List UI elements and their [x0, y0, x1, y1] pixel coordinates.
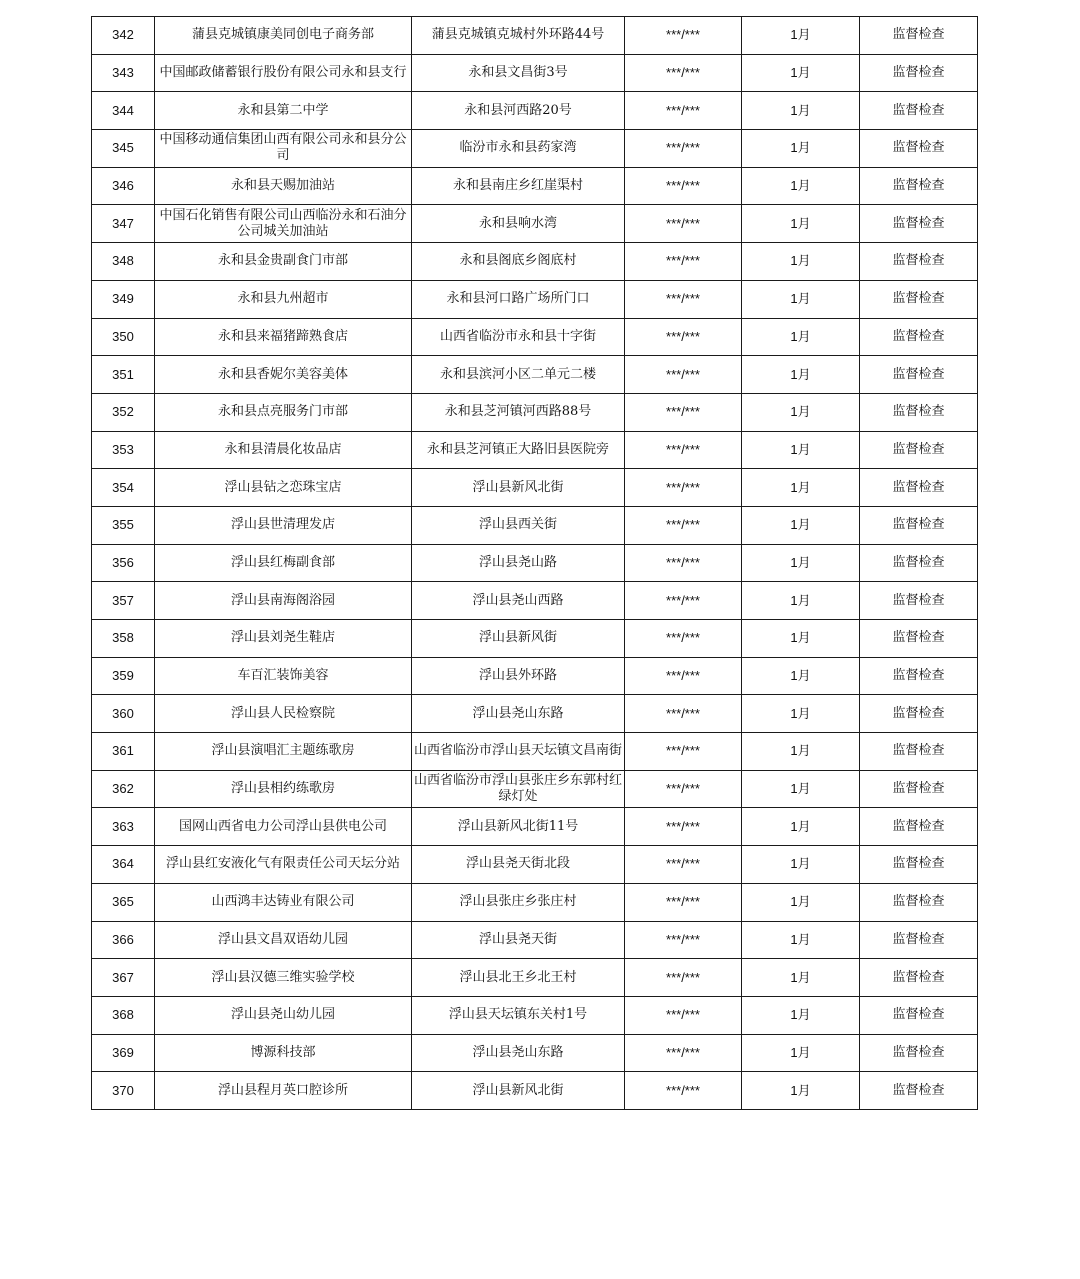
entity-address: 浮山县张庄乡张庄村 [412, 883, 625, 921]
inspection-month: 1月 [742, 959, 860, 997]
row-number: 355 [92, 506, 155, 544]
inspection-type: 监督检查 [860, 921, 978, 959]
row-number: 360 [92, 695, 155, 733]
inspection-type: 监督检查 [860, 54, 978, 92]
entity-name: 浮山县程月英口腔诊所 [155, 1072, 412, 1110]
entity-name: 浮山县人民检察院 [155, 695, 412, 733]
inspection-type: 监督检查 [860, 733, 978, 771]
entity-address: 山西省临汾市浮山县天坛镇文昌南街 [412, 733, 625, 771]
entity-address: 山西省临汾市永和县十字街 [412, 318, 625, 356]
entity-name: 永和县点亮服务门市部 [155, 393, 412, 431]
entity-name: 永和县清晨化妆品店 [155, 431, 412, 469]
entity-address: 浮山县尧天街北段 [412, 846, 625, 884]
row-number: 363 [92, 808, 155, 846]
entity-name: 车百汇装饰美容 [155, 657, 412, 695]
table-row [92, 620, 978, 658]
inspection-type: 监督检查 [860, 620, 978, 658]
inspection-result: ***/*** [625, 1072, 742, 1110]
inspection-month: 1月 [742, 733, 860, 771]
inspection-result: ***/*** [625, 356, 742, 394]
inspection-result: ***/*** [625, 431, 742, 469]
entity-name: 国网山西省电力公司浮山县供电公司 [155, 808, 412, 846]
table-row [92, 657, 978, 695]
table-row [92, 1072, 978, 1110]
inspection-table-container [91, 16, 978, 1110]
table-row [92, 808, 978, 846]
table-row [92, 506, 978, 544]
row-number: 342 [92, 17, 155, 55]
inspection-result: ***/*** [625, 883, 742, 921]
entity-name: 浮山县尧山幼儿园 [155, 996, 412, 1034]
entity-address: 浮山县尧天街 [412, 921, 625, 959]
inspection-type: 监督检查 [860, 393, 978, 431]
table-row [92, 733, 978, 771]
table-row [92, 883, 978, 921]
entity-name: 浮山县红梅副食部 [155, 544, 412, 582]
table-row [92, 393, 978, 431]
entity-address: 浮山县尧山东路 [412, 1034, 625, 1072]
inspection-month: 1月 [742, 205, 860, 243]
inspection-month: 1月 [742, 318, 860, 356]
inspection-type: 监督检查 [860, 883, 978, 921]
entity-name: 博源科技部 [155, 1034, 412, 1072]
inspection-month: 1月 [742, 431, 860, 469]
inspection-type: 监督检查 [860, 695, 978, 733]
entity-name: 永和县金贵副食门市部 [155, 243, 412, 281]
row-number: 368 [92, 996, 155, 1034]
inspection-type: 监督检查 [860, 959, 978, 997]
table-row [92, 469, 978, 507]
inspection-type: 监督检查 [860, 243, 978, 281]
inspection-result: ***/*** [625, 959, 742, 997]
inspection-result: ***/*** [625, 167, 742, 205]
inspection-result: ***/*** [625, 130, 742, 168]
entity-name: 浮山县钻之恋珠宝店 [155, 469, 412, 507]
entity-name: 浮山县世清理发店 [155, 506, 412, 544]
row-number: 354 [92, 469, 155, 507]
row-number: 352 [92, 393, 155, 431]
inspection-type: 监督检查 [860, 356, 978, 394]
row-number: 347 [92, 205, 155, 243]
row-number: 353 [92, 431, 155, 469]
inspection-type: 监督检查 [860, 469, 978, 507]
table-body [92, 17, 978, 1110]
row-number: 348 [92, 243, 155, 281]
entity-address: 浮山县外环路 [412, 657, 625, 695]
inspection-result: ***/*** [625, 243, 742, 281]
entity-address: 永和县响水湾 [412, 205, 625, 243]
inspection-result: ***/*** [625, 582, 742, 620]
row-number: 361 [92, 733, 155, 771]
entity-name: 浮山县刘尧生鞋店 [155, 620, 412, 658]
inspection-month: 1月 [742, 657, 860, 695]
entity-address: 浮山县尧山东路 [412, 695, 625, 733]
row-number: 366 [92, 921, 155, 959]
row-number: 369 [92, 1034, 155, 1072]
inspection-month: 1月 [742, 280, 860, 318]
table-row [92, 54, 978, 92]
table-row [92, 205, 978, 243]
entity-name: 中国邮政储蓄银行股份有限公司永和县支行 [155, 54, 412, 92]
inspection-month: 1月 [742, 130, 860, 168]
entity-address: 永和县芝河镇河西路88号 [412, 393, 625, 431]
inspection-month: 1月 [742, 506, 860, 544]
inspection-result: ***/*** [625, 770, 742, 808]
inspection-month: 1月 [742, 92, 860, 130]
inspection-month: 1月 [742, 469, 860, 507]
inspection-type: 监督检查 [860, 996, 978, 1034]
table-row [92, 996, 978, 1034]
inspection-result: ***/*** [625, 280, 742, 318]
inspection-result: ***/*** [625, 393, 742, 431]
inspection-result: ***/*** [625, 506, 742, 544]
table-row [92, 280, 978, 318]
inspection-type: 监督检查 [860, 506, 978, 544]
inspection-result: ***/*** [625, 620, 742, 658]
inspection-result: ***/*** [625, 205, 742, 243]
inspection-result: ***/*** [625, 695, 742, 733]
inspection-month: 1月 [742, 393, 860, 431]
row-number: 345 [92, 130, 155, 168]
entity-address: 永和县河口路广场所门口 [412, 280, 625, 318]
entity-name: 浮山县汉德三维实验学校 [155, 959, 412, 997]
inspection-result: ***/*** [625, 733, 742, 771]
table-row [92, 1034, 978, 1072]
inspection-month: 1月 [742, 695, 860, 733]
inspection-type: 监督检查 [860, 582, 978, 620]
row-number: 367 [92, 959, 155, 997]
inspection-type: 监督检查 [860, 544, 978, 582]
row-number: 358 [92, 620, 155, 658]
inspection-result: ***/*** [625, 318, 742, 356]
inspection-result: ***/*** [625, 921, 742, 959]
entity-address: 浮山县北王乡北王村 [412, 959, 625, 997]
entity-address: 永和县南庄乡红崖渠村 [412, 167, 625, 205]
entity-address: 永和县芝河镇正大路旧县医院旁 [412, 431, 625, 469]
table-row [92, 130, 978, 168]
inspection-result: ***/*** [625, 846, 742, 884]
entity-address: 浮山县新风北街11号 [412, 808, 625, 846]
inspection-table [91, 16, 978, 1110]
inspection-month: 1月 [742, 544, 860, 582]
inspection-month: 1月 [742, 808, 860, 846]
inspection-type: 监督检查 [860, 280, 978, 318]
entity-name: 永和县天赐加油站 [155, 167, 412, 205]
inspection-month: 1月 [742, 996, 860, 1034]
entity-address: 浮山县新风街 [412, 620, 625, 658]
inspection-month: 1月 [742, 167, 860, 205]
inspection-result: ***/*** [625, 54, 742, 92]
entity-name: 浮山县红安液化气有限责任公司天坛分站 [155, 846, 412, 884]
entity-name: 永和县香妮尔美容美体 [155, 356, 412, 394]
inspection-result: ***/*** [625, 657, 742, 695]
inspection-result: ***/*** [625, 996, 742, 1034]
inspection-month: 1月 [742, 54, 860, 92]
inspection-type: 监督检查 [860, 318, 978, 356]
table-row [92, 431, 978, 469]
inspection-type: 监督检查 [860, 205, 978, 243]
inspection-result: ***/*** [625, 544, 742, 582]
row-number: 346 [92, 167, 155, 205]
entity-address: 永和县滨河小区二单元二楼 [412, 356, 625, 394]
inspection-month: 1月 [742, 770, 860, 808]
inspection-type: 监督检查 [860, 130, 978, 168]
inspection-month: 1月 [742, 356, 860, 394]
table-row [92, 356, 978, 394]
inspection-month: 1月 [742, 1072, 860, 1110]
entity-address: 浮山县天坛镇东关村1号 [412, 996, 625, 1034]
inspection-month: 1月 [742, 243, 860, 281]
inspection-type: 监督检查 [860, 1034, 978, 1072]
entity-address: 蒲县克城镇克城村外环路44号 [412, 17, 625, 55]
table-row [92, 92, 978, 130]
inspection-type: 监督检查 [860, 808, 978, 846]
entity-address: 山西省临汾市浮山县张庄乡东郭村红绿灯处 [412, 770, 625, 808]
inspection-month: 1月 [742, 921, 860, 959]
row-number: 362 [92, 770, 155, 808]
inspection-result: ***/*** [625, 808, 742, 846]
inspection-month: 1月 [742, 1034, 860, 1072]
entity-address: 永和县河西路20号 [412, 92, 625, 130]
inspection-month: 1月 [742, 883, 860, 921]
inspection-result: ***/*** [625, 1034, 742, 1072]
entity-name: 中国移动通信集团山西有限公司永和县分公司 [155, 130, 412, 168]
entity-name: 中国石化销售有限公司山西临汾永和石油分公司城关加油站 [155, 205, 412, 243]
inspection-result: ***/*** [625, 92, 742, 130]
inspection-month: 1月 [742, 17, 860, 55]
entity-name: 山西鸿丰达铸业有限公司 [155, 883, 412, 921]
table-row [92, 770, 978, 808]
entity-name: 蒲县克城镇康美同创电子商务部 [155, 17, 412, 55]
table-row [92, 959, 978, 997]
table-row [92, 846, 978, 884]
inspection-month: 1月 [742, 846, 860, 884]
inspection-type: 监督检查 [860, 657, 978, 695]
entity-address: 浮山县尧山西路 [412, 582, 625, 620]
row-number: 364 [92, 846, 155, 884]
entity-name: 永和县九州超市 [155, 280, 412, 318]
table-row [92, 17, 978, 55]
entity-address: 浮山县尧山路 [412, 544, 625, 582]
row-number: 351 [92, 356, 155, 394]
inspection-result: ***/*** [625, 469, 742, 507]
table-row [92, 318, 978, 356]
entity-address: 永和县文昌街3号 [412, 54, 625, 92]
table-row [92, 921, 978, 959]
inspection-type: 监督检查 [860, 846, 978, 884]
row-number: 357 [92, 582, 155, 620]
row-number: 359 [92, 657, 155, 695]
entity-address: 浮山县新风北街 [412, 1072, 625, 1110]
row-number: 365 [92, 883, 155, 921]
inspection-month: 1月 [742, 582, 860, 620]
entity-name: 永和县第二中学 [155, 92, 412, 130]
table-row [92, 695, 978, 733]
entity-name: 浮山县相约练歌房 [155, 770, 412, 808]
entity-address: 浮山县西关街 [412, 506, 625, 544]
inspection-month: 1月 [742, 620, 860, 658]
inspection-type: 监督检查 [860, 92, 978, 130]
inspection-type: 监督检查 [860, 17, 978, 55]
table-row [92, 167, 978, 205]
entity-address: 临汾市永和县药家湾 [412, 130, 625, 168]
row-number: 349 [92, 280, 155, 318]
entity-name: 浮山县文昌双语幼儿园 [155, 921, 412, 959]
entity-address: 永和县阁底乡阁底村 [412, 243, 625, 281]
table-row [92, 243, 978, 281]
table-row [92, 544, 978, 582]
table-row [92, 582, 978, 620]
row-number: 344 [92, 92, 155, 130]
entity-name: 浮山县演唱汇主题练歌房 [155, 733, 412, 771]
entity-name: 永和县来福猪蹄熟食店 [155, 318, 412, 356]
row-number: 370 [92, 1072, 155, 1110]
row-number: 343 [92, 54, 155, 92]
entity-name: 浮山县南海阁浴园 [155, 582, 412, 620]
inspection-type: 监督检查 [860, 167, 978, 205]
row-number: 350 [92, 318, 155, 356]
inspection-type: 监督检查 [860, 431, 978, 469]
inspection-type: 监督检查 [860, 770, 978, 808]
inspection-result: ***/*** [625, 17, 742, 55]
entity-address: 浮山县新风北街 [412, 469, 625, 507]
row-number: 356 [92, 544, 155, 582]
inspection-type: 监督检查 [860, 1072, 978, 1110]
